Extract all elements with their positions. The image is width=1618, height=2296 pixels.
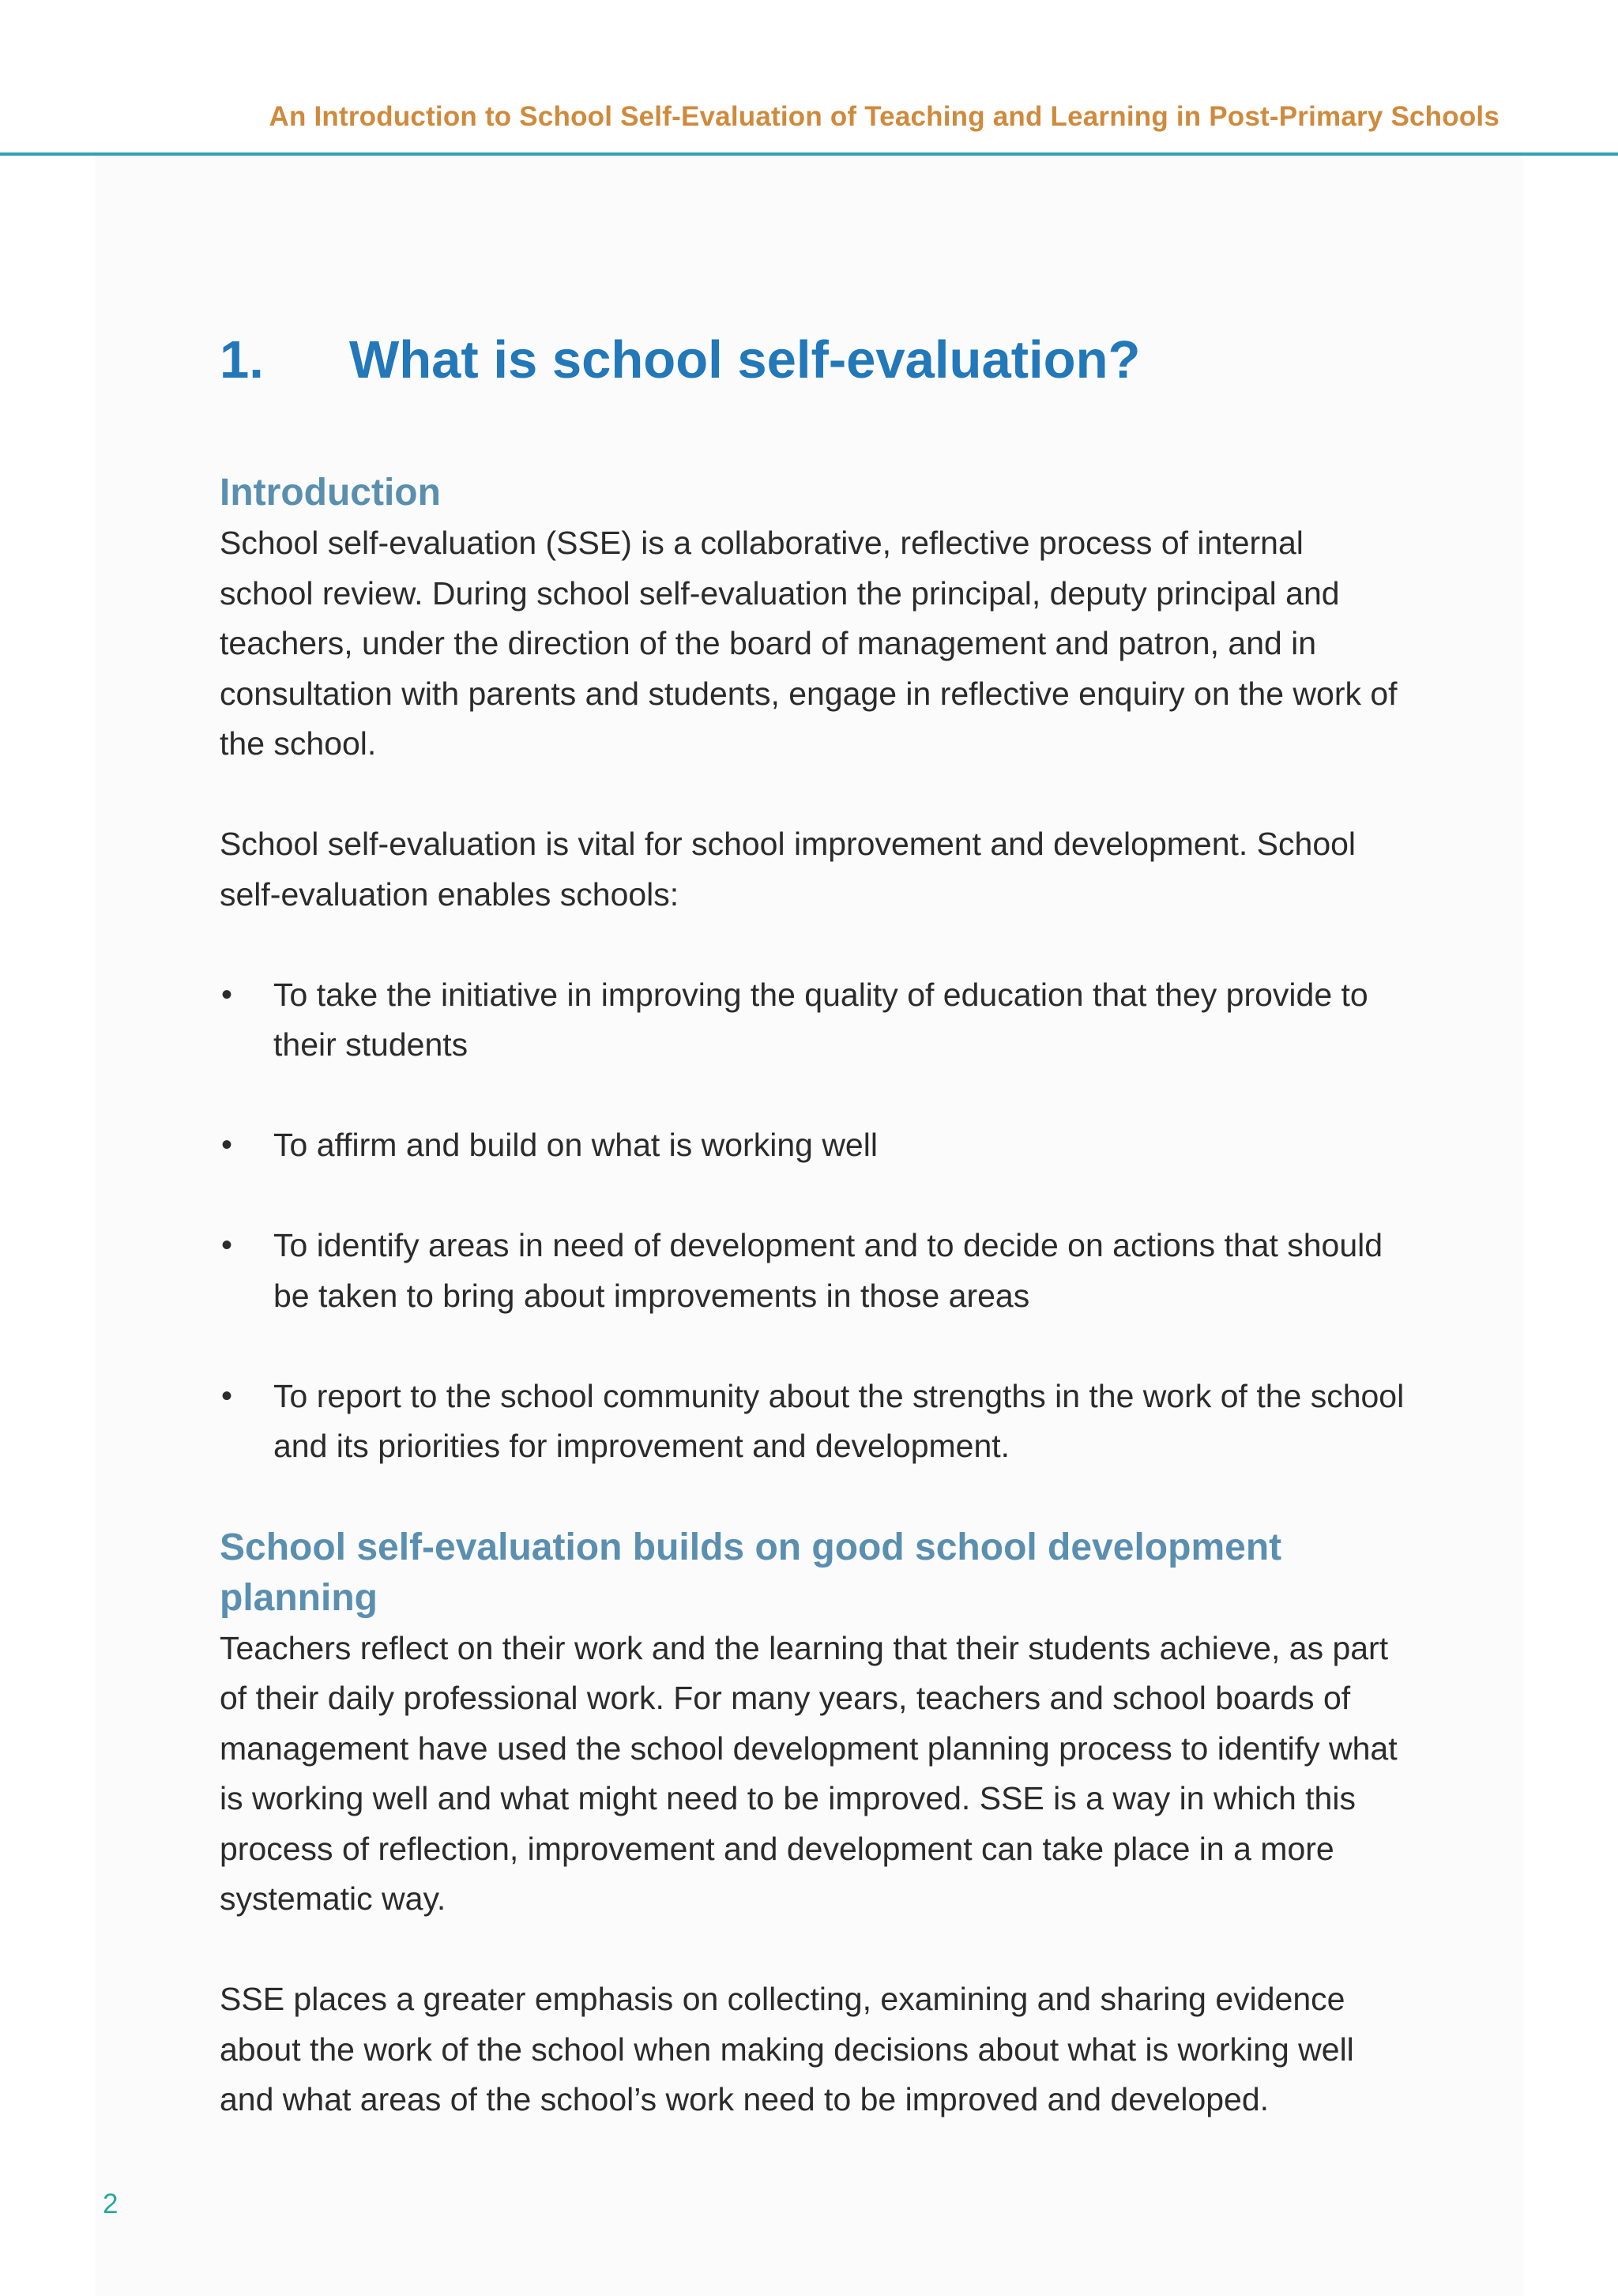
planning-paragraph-1: Teachers reflect on their work and the learning that their students achieve, as part of their daily professional work. For many years, teachers and school boards of management have used the school development planning process to identify what is working well and what might need to be improved. SSE is a way in which this process of reflection, improvement and development can take place in a more systematic way. — [220, 1629, 1398, 1917]
list-item — [220, 1372, 1405, 1472]
list-item-text: To take the initiative in improving the quality of education that they provide to their students — [273, 976, 1368, 1063]
benefits-list — [220, 970, 1405, 1472]
chapter-number: 1. — [220, 329, 264, 390]
bullet-icon: • — [221, 1127, 233, 1162]
page-number: 2 — [103, 2189, 119, 2219]
chapter-title-text: What is school self-evaluation? — [349, 329, 1141, 390]
list-item — [220, 1221, 1405, 1321]
main-content — [220, 316, 1405, 2125]
running-header — [0, 0, 1618, 156]
intro-paragraph-1: School self-evaluation (SSE) is a collaborative, reflective process of internal school review. During school self-evaluation the principal, deputy principal and teachers, under the direction of the board of management and patron, and in consultation with parents and students, engage in reflective enquiry on the work of the school. — [220, 525, 1398, 762]
bullet-icon: • — [221, 1378, 233, 1413]
section-heading-planning: School self-evaluation builds on good school development planning — [220, 1526, 1282, 1619]
list-item-text: To report to the school community about the strengths in the work of the school and its priorities for improvement and development. — [273, 1377, 1405, 1464]
list-item-text: To identify areas in need of development and to decide on actions that should be taken to bring about improvements in those areas — [273, 1227, 1383, 1314]
running-header-title: An Introduction to School Self-Evaluation of Teaching and Learning in Post-Primary Schools — [269, 101, 1499, 132]
chapter-title — [220, 316, 1405, 403]
list-item — [220, 970, 1405, 1071]
list-item-text: To affirm and build on what is working well — [273, 1127, 878, 1163]
planning-paragraph-2: SSE places a greater emphasis on collecting, examining and sharing evidence about the work of the school when making decisions about what is working well and what areas of the school’s work need to be improved and developed. — [220, 1981, 1354, 2117]
bullet-icon: • — [221, 977, 233, 1012]
bullet-icon: • — [221, 1228, 233, 1263]
intro-paragraph-2: School self-evaluation is vital for school improvement and development. School self-evaluation enables schools: — [220, 826, 1356, 913]
list-item — [220, 1120, 1405, 1171]
section-heading-introduction: Introduction — [220, 472, 441, 514]
